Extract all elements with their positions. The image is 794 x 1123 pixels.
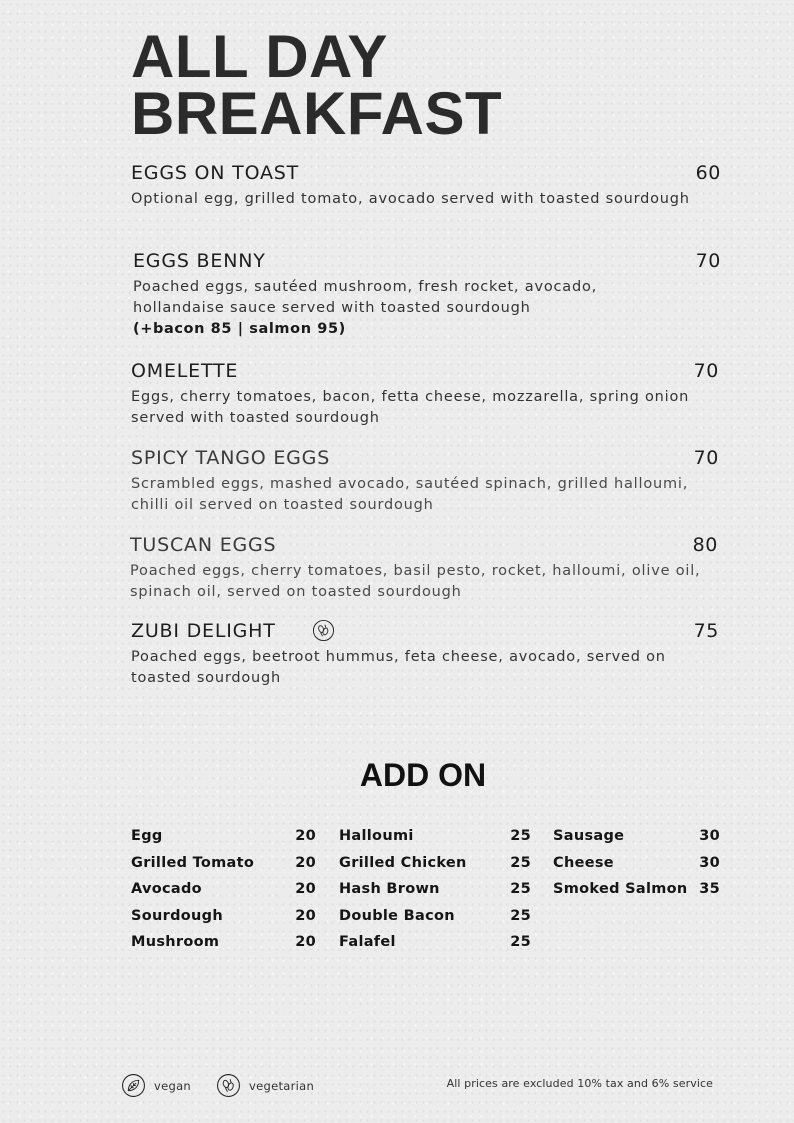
- item-name: EGGS ON TOAST: [131, 162, 300, 184]
- addon-row: [553, 879, 720, 906]
- addon-price: 25: [510, 881, 531, 897]
- addon-row: [339, 853, 531, 880]
- addon-name: Sausage: [553, 828, 625, 844]
- addon-price: 25: [510, 828, 531, 844]
- item-name: TUSCAN EGGS: [130, 534, 277, 556]
- addon-price: 25: [510, 934, 531, 950]
- item-price: 80: [692, 534, 718, 556]
- addon-name: Sourdough: [131, 907, 223, 924]
- addon-title: ADD ON: [359, 757, 487, 793]
- item-description: Poached eggs, beetroot hummus, feta cheese, avocado, served on toasted sourdough: [131, 649, 666, 686]
- addon-row: [131, 906, 316, 933]
- vegetarian-icon: [312, 619, 335, 642]
- addon-row: [339, 906, 531, 933]
- addon-column-2: [339, 826, 531, 959]
- item-price: 75: [693, 620, 719, 642]
- addon-name: Cheese: [553, 854, 614, 871]
- addon-column-3: [553, 826, 720, 906]
- vegan-leaf-icon: [121, 1073, 146, 1098]
- addon-name: Mushroom: [131, 934, 220, 950]
- addon-name: Avocado: [131, 881, 202, 897]
- addon-name: Hash Brown: [339, 881, 440, 897]
- vegetarian-icon: [216, 1073, 241, 1098]
- addon-row: [553, 826, 720, 853]
- item-name: ZUBI DELIGHT: [131, 620, 276, 642]
- addon-row: [131, 879, 316, 906]
- legend-vegan: [121, 1073, 191, 1098]
- addon-column-1: [131, 826, 316, 959]
- item-name: OMELETTE: [131, 360, 239, 382]
- item-description: Eggs, cherry tomatoes, bacon, fetta cheese, mozzarella, spring onion served with toasted sourdough: [131, 389, 690, 426]
- addon-row: [131, 932, 316, 959]
- addon-price: 30: [699, 828, 720, 844]
- addon-name: Halloumi: [339, 828, 414, 844]
- legend-vegetarian-label: vegetarian: [249, 1078, 315, 1093]
- item-description: Poached eggs, sautéed mushroom, fresh rocket, avocado, hollandaise sauce served with toasted sourdough: [133, 279, 598, 316]
- addon-row: [131, 853, 316, 880]
- addon-name: Double Bacon: [339, 907, 455, 924]
- addon-price: 35: [699, 881, 720, 897]
- legend-vegetarian: [216, 1073, 314, 1098]
- addon-price: 30: [699, 854, 720, 871]
- addon-name: Egg: [131, 828, 163, 844]
- addon-row: [339, 826, 531, 853]
- addon-row: [553, 853, 720, 880]
- addon-row: [339, 932, 531, 959]
- addon-name: Smoked Salmon: [553, 881, 688, 897]
- addon-price: 20: [295, 881, 316, 897]
- item-price: 70: [693, 447, 719, 469]
- addon-price: 20: [295, 934, 316, 950]
- addon-name: Grilled Chicken: [339, 854, 467, 871]
- menu-title: [131, 23, 651, 147]
- title-line-1: ALL DAY: [131, 23, 388, 90]
- item-description: Optional egg, grilled tomato, avocado served with toasted sourdough: [131, 191, 690, 207]
- item-description: Scrambled eggs, mashed avocado, sautéed spinach, grilled halloumi, chilli oil served on toasted sourdough: [131, 476, 689, 513]
- addon-name: Falafel: [339, 934, 396, 950]
- item-extras: (+bacon 85 | salmon 95): [133, 321, 346, 337]
- addon-price: 25: [510, 907, 531, 924]
- item-name: EGGS BENNY: [133, 250, 266, 272]
- title-line-2: BREAKFAST: [131, 80, 503, 147]
- item-price: 70: [695, 250, 721, 272]
- addon-price: 20: [295, 828, 316, 844]
- legend-vegan-label: vegan: [154, 1078, 192, 1093]
- price-footnote: All prices are excluded 10% tax and 6% service: [446, 1077, 713, 1090]
- item-price: 70: [693, 360, 719, 382]
- addon-price: 20: [295, 907, 316, 924]
- addon-price: 25: [510, 854, 531, 871]
- addon-name: Grilled Tomato: [131, 854, 255, 871]
- item-name: SPICY TANGO EGGS: [131, 447, 331, 469]
- addon-row: [339, 879, 531, 906]
- item-description: Poached eggs, cherry tomatoes, basil pesto, rocket, halloumi, olive oil, spinach oil, served on toasted sourdough: [130, 563, 701, 600]
- item-price: 60: [695, 162, 721, 184]
- addon-price: 20: [295, 854, 316, 871]
- addon-row: [131, 826, 316, 853]
